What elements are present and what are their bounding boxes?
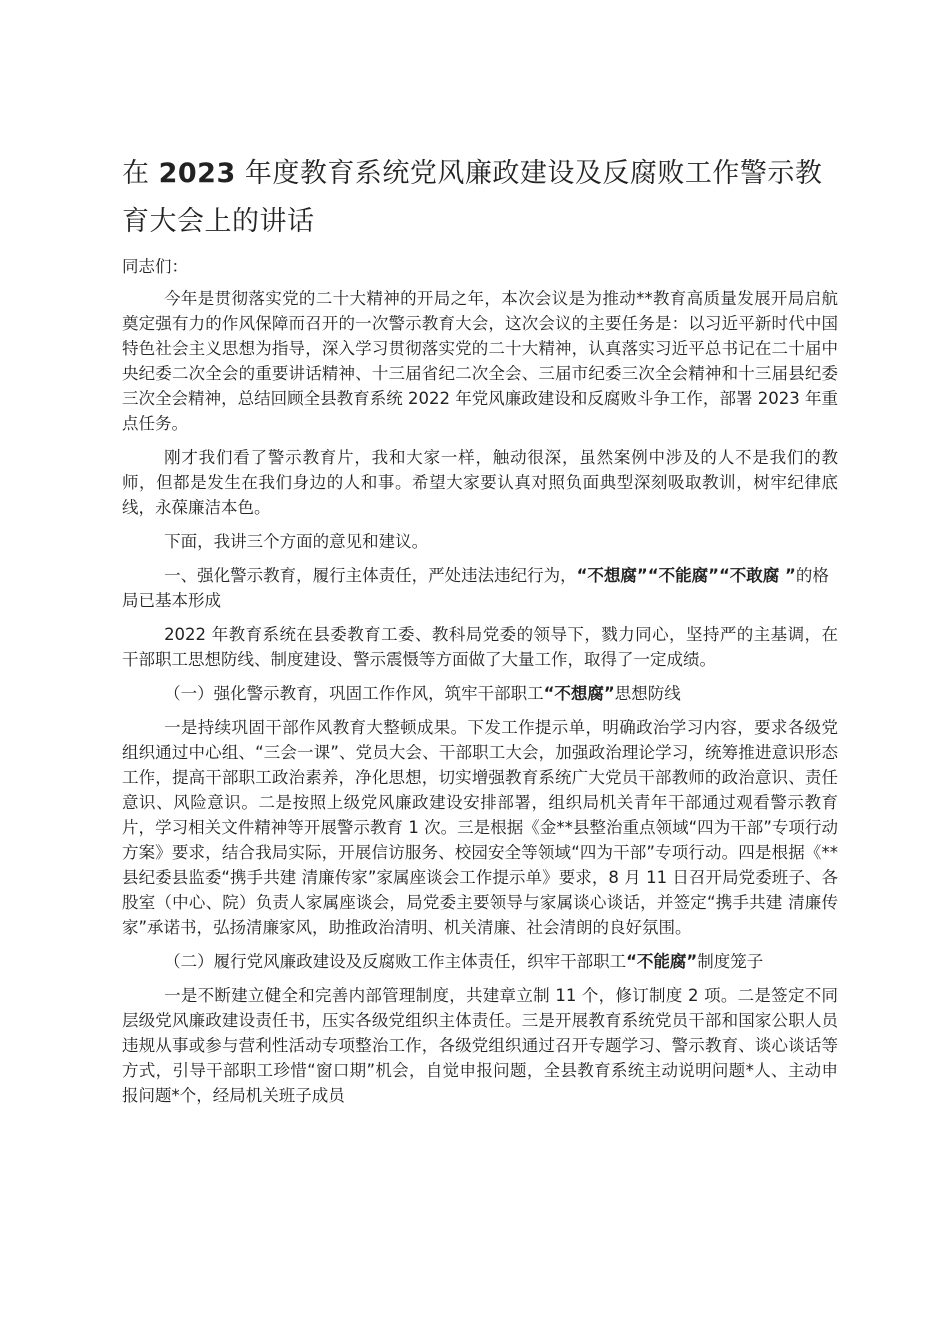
document-page xyxy=(122,150,838,1117)
achievements-paragraph: 2022 年教育系统在县委教育工委、教科局党委的领导下，戮力同心，坚持严的主基调，在干部职工思想防线、制度建设、警示震慑等方面做了大量工作，取得了一定成绩。 xyxy=(122,625,838,669)
title-prefix: 在 xyxy=(122,158,150,189)
sub2-quote: “不能腐” xyxy=(626,952,698,971)
sub1-part-b: 思想防线 xyxy=(614,684,681,703)
section-heading-1 xyxy=(122,563,838,613)
sub1-part-a: （一）强化警示教育，巩固工作作风，筑牢干部职工 xyxy=(164,684,544,703)
section1-quote-2: “不敢腐 ” xyxy=(718,566,796,585)
sub2-part-b: 制度笼子 xyxy=(697,952,764,971)
transition-paragraph: 下面，我讲三个方面的意见和建议。 xyxy=(164,532,429,551)
subsection-2-paragraph: 一是不断建立健全和完善内部管理制度，共建章立制 11 个，修订制度 2 项。二是签定不同层级党风廉政建设责任书，压实各级党组织主体责任。三是开展教育系统党员干部和国家公职人员违规从事或参与营利性活动专项整治工作，各级党组织通过召开专题学习、警示教育、谈心谈话等方式，引导干部职工珍惜“窗口期”机会，自觉申报问题，全县教育系统主动说明问题*人、主动申报问题*个，经局机关班子成员 xyxy=(122,986,838,1105)
sub2-part-a: （二）履行党风廉政建设及反腐败工作主体责任，织牢干部职工 xyxy=(164,952,627,971)
intro-paragraph: 今年是贯彻落实党的二十大精神的开局之年，本次会议是为推动**教育高质量发展开局启航奠定强有力的作风保障而召开的一次警示教育大会，这次会议的主要任务是：以习近平新时代中国特色社会主义思想为指导，深入学习贯彻落实党的二十大精神，认真落实习近平总书记在二十届中央纪委二次全会的重要讲话精神、十三届省纪二次全会、三届市纪委三次全会精神和十三届县纪委三次全会精神，总结回顾全县教育系统 2022 年党风廉政建设和反腐败斗争工作，部署 2023 年重点任务。 xyxy=(122,289,838,433)
sub1-quote: “不想腐” xyxy=(543,684,615,703)
section1-part-b: 的格局已基本形成 xyxy=(122,566,829,610)
subsection-heading-1 xyxy=(122,681,838,706)
warning-film-paragraph: 刚才我们看了警示教育片，我和大家一样，触动很深，虽然案例中涉及的人不是我们的教师，但都是发生在我们身边的人和事。希望大家要认真对照负面典型深刻吸取教训，树牢纪律底线，永葆廉洁本色。 xyxy=(122,448,838,517)
section1-quote-1: “不想腐”“不能腐” xyxy=(576,566,719,585)
section1-part-a: 一、强化警示教育，履行主体责任，严处违法违纪行为， xyxy=(164,566,577,585)
title-rest: 年度教育系统党风廉政建设及反腐败工作警示教育大会上的讲话 xyxy=(122,158,823,237)
document-title xyxy=(122,150,838,246)
subsection-heading-2 xyxy=(122,949,838,974)
subsection-1-paragraph: 一是持续巩固干部作风教育大整顿成果。下发工作提示单，明确政治学习内容，要求各级党组织通过中心组、“三会一课”、党员大会、干部职工大会，加强政治理论学习，统筹推进意识形态工作，提高干部职工政治素养，净化思想，切实增强教育系统广大党员干部教师的政治意识、责任意识、风险意识。二是按照上级党风廉政建设安排部署，组织局机关青年干部通过观看警示教育片，学习相关文件精神等开展警示教育 1 次。三是根据《金**县整治重点领域“四为干部”专项行动方案》要求，结合我局实际，开展信访服务、校园安全等领域“四为干部”专项行动。四是根据《**县纪委县监委“携手共建 清廉传家”家属座谈会工作提示单》要求，8 月 11 日召开局党委班子、各股室（中心、院）负责人家属座谈会，局党委主要领导与家属谈心谈话，并签定“携手共建 清廉传家”承诺书，弘扬清廉家风，助推政治清明、机关清廉、社会清朗的良好氛围。 xyxy=(122,718,838,937)
title-year: 2023 xyxy=(158,158,236,189)
salutation: 同志们： xyxy=(122,257,188,276)
